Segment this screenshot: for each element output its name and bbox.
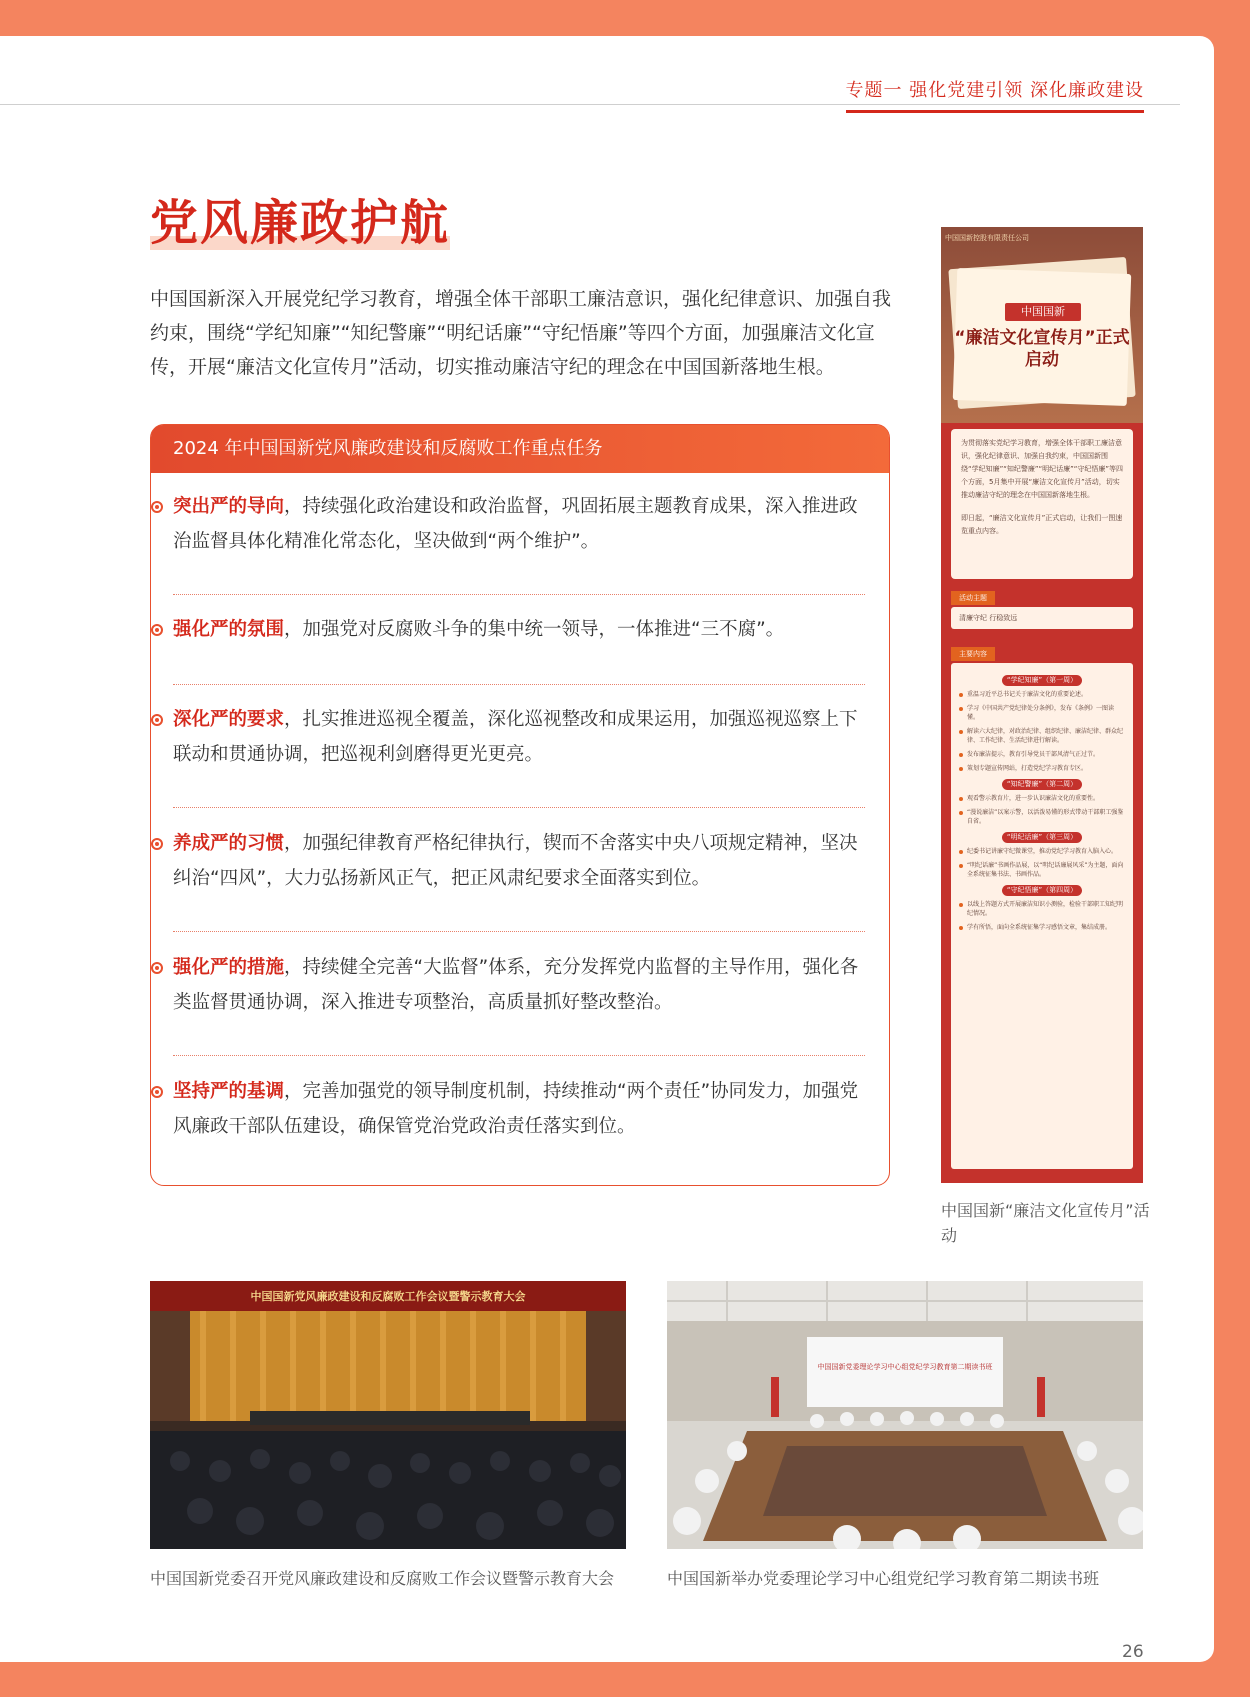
task-item: [173, 826, 873, 896]
task-key: 强化严的措施: [173, 957, 285, 978]
poster-content: “学纪知廉”（第一周） 重温习近平总书记关于廉洁文化的重要论述。 学习《中国共产党纪律处分条例》，发布《条例》一图读懂。 解读六大纪律，对政治纪律、组织纪律、廉洁纪律、群众纪律、工作纪律、生活纪律进行解读。 发布廉洁提示，教育引导党员干部风清气正过节。 策划专题宣传网站，打造党纪学习教育专区。 “知纪警廉”（第二周） 观看警示教育片，进一步认识廉洁文化的重要性。 “漫说廉洁”以案示警，以活泼易懂的形式带动干部职工强鉴自省。 “明纪话廉”（第三周） 纪委书记讲廉守纪微课堂，推动党纪学习教育入脑入心。 “明纪话廉”书画作品展，以“明纪话廉展风采”为主题，面向全系统征集书法、书画作品。 “守纪悟廉”（第四周） 以线上答题方式开展廉洁知识小测验，检验干部职工知纪明纪情况。 学有所悟，面向全系统征集学习感悟文章，集结成册。: [951, 663, 1133, 1169]
bullet-icon: [151, 714, 163, 726]
conference-photo: [150, 1281, 626, 1549]
task-divider: [173, 684, 865, 685]
study-session-photo: [667, 1281, 1143, 1549]
meeting-screen: 中国国新党委理论学习中心组党纪学习教育第二期读书班: [817, 1363, 993, 1371]
bullet-icon: [151, 838, 163, 850]
task-text: ，完善加强党的领导制度机制，持续推动“两个责任”协同发力，加强党风廉政干部队伍建设，确保管党治党政治责任落实到位。: [173, 1081, 859, 1137]
task-text: ，持续强化政治建设和政治监督，巩固拓展主题教育成果，深入推进政治监督具体化精准化常态化，坚决做到“两个维护”。: [173, 496, 858, 552]
task-item: [173, 702, 873, 772]
poster-intro: 为贯彻落实党纪学习教育，增强全体干部职工廉洁意识，强化纪律意识、加强自我约束，中国国新围绕“学纪知廉”“知纪警廉”“明纪话廉”“守纪悟廉”等四个方面，5月集中开展“廉洁文化宣传月”活动，切实推动廉洁守纪的理念在中国国新落地生根。 即日起，“廉洁文化宣传月”正式启动，让我们一图速览重点内容。: [951, 429, 1133, 579]
poster-theme-tag: 活动主题: [951, 591, 995, 605]
task-key: 坚持严的基调: [173, 1081, 285, 1102]
task-divider: [173, 1055, 865, 1056]
task-key: 深化严的要求: [173, 709, 285, 730]
poster-badge: 中国国新: [1005, 303, 1081, 321]
task-divider: [173, 594, 865, 595]
task-text: ，持续健全完善“大监督”体系，充分发挥党内监督的主导作用，强化各类监督贯通协调，深入推进专项整治，高质量抓好整改整治。: [173, 957, 859, 1013]
key-tasks-heading: 2024 年中国国新党风廉政建设和反腐败工作重点任务: [151, 425, 889, 473]
task-item: [173, 1074, 873, 1144]
task-key: 养成严的习惯: [173, 833, 285, 854]
key-tasks-box: [150, 424, 890, 1186]
intro-paragraph: 中国国新深入开展党纪学习教育，增强全体干部职工廉洁意识，强化纪律意识、加强自我约束，围绕“学纪知廉”“知纪警廉”“明纪话廉”“守纪悟廉”等四个方面，加强廉洁文化宣传，开展“廉洁文化宣传月”活动，切实推动廉洁守纪的理念在中国国新落地生根。: [150, 288, 892, 378]
conference-photo-caption: 中国国新党委召开党风廉政建设和反腐败工作会议暨警示教育大会: [150, 1569, 615, 1588]
poster-theme: 清廉守纪 行稳致远: [951, 607, 1133, 629]
task-key: 强化严的氛围: [173, 619, 285, 640]
poster-content-tag: 主要内容: [951, 647, 995, 661]
study-session-photo-caption: 中国国新举办党委理论学习中心组党纪学习教育第二期读书班: [667, 1569, 1100, 1588]
bullet-icon: [151, 624, 163, 636]
conference-banner: 中国国新党风廉政建设和反腐败工作会议暨警示教育大会: [250, 1290, 526, 1303]
task-text: ，加强党对反腐败斗争的集中统一领导，一体推进“三不腐”。: [284, 619, 785, 640]
poster-logo: 中国国新控股有限责任公司: [945, 234, 1029, 242]
task-divider: [173, 931, 865, 932]
poster-caption: 中国国新“廉洁文化宣传月”活动: [941, 1201, 1150, 1245]
page-number: 26: [1122, 1642, 1144, 1662]
poster-header: [941, 227, 1143, 423]
task-divider: [173, 807, 865, 808]
bullet-icon: [151, 1086, 163, 1098]
task-item: [173, 612, 873, 647]
bullet-icon: [151, 962, 163, 974]
task-item: [173, 950, 873, 1020]
page-title: 党风廉政护航: [150, 195, 451, 251]
task-text: ，扎实推进巡视全覆盖，深化巡视整改和成果运用，加强巡视巡察上下联动和贯通协调，把巡视利剑磨得更光更亮。: [173, 709, 858, 765]
bullet-icon: [151, 501, 163, 513]
page: [0, 36, 1214, 1662]
task-key: 突出严的导向: [173, 496, 285, 517]
task-item: [173, 489, 873, 559]
poster-headline: “廉洁文化宣传月”正式启动: [954, 328, 1130, 370]
campaign-poster: [941, 227, 1143, 1183]
task-text: ，加强纪律教育严格纪律执行，锲而不舍落实中央八项规定精神，坚决纠治“四风”，大力弘扬新风正气，把正风肃纪要求全面落实到位。: [173, 833, 858, 889]
section-header: 专题一 强化党建引领 深化廉政建设: [846, 76, 1144, 113]
